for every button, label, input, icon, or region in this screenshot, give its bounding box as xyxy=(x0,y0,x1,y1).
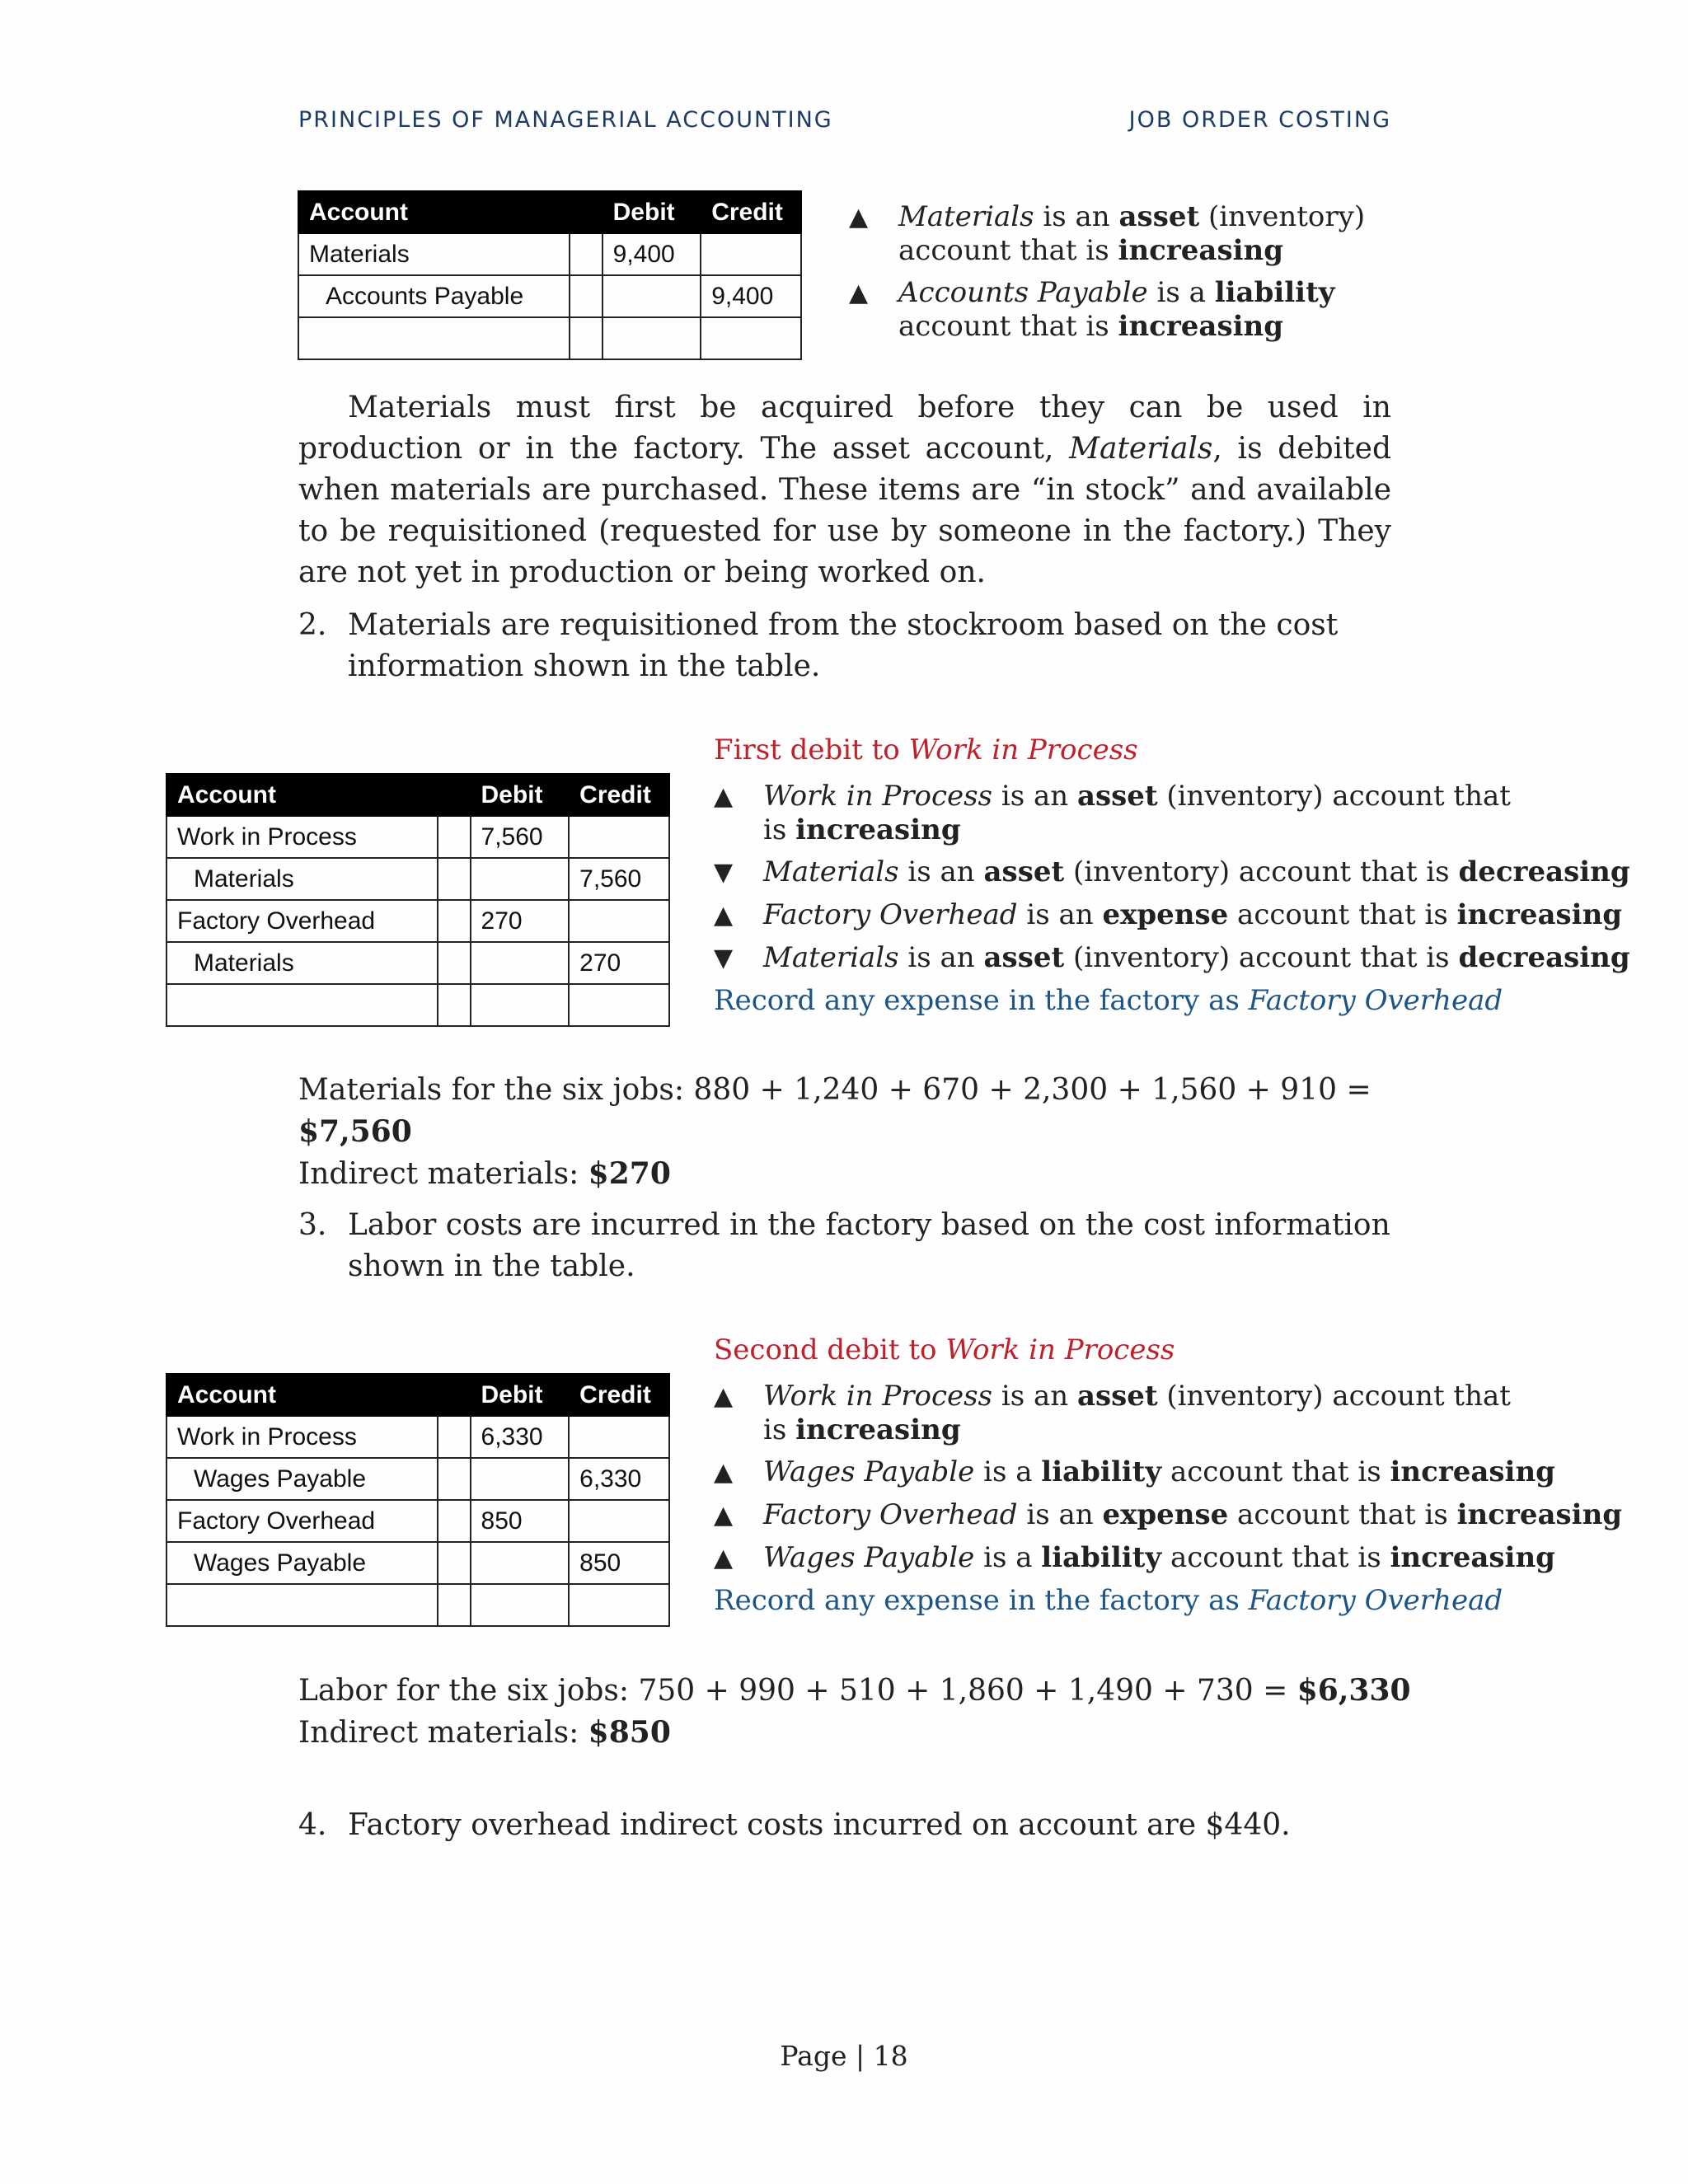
entry2-notes xyxy=(714,733,1630,1018)
table-row: Factory Overhead 850 xyxy=(166,1500,669,1542)
note-footer: Record any expense in the factory as Factory Overhead xyxy=(714,984,1503,1017)
up-arrow-icon: ▲ xyxy=(849,279,869,307)
note-line: ▲ Materials is an asset (inventory) account that is increasing xyxy=(849,200,1366,267)
running-header-left: PRINCIPLES OF MANAGERIAL ACCOUNTING xyxy=(298,107,833,133)
header-debit: Debit xyxy=(603,191,701,233)
table-header-row: Account Debit Credit xyxy=(166,774,669,816)
up-arrow-icon: ▲ xyxy=(714,1501,734,1530)
note-line: ▲ Factory Overhead is an expense account that is increasing xyxy=(714,898,1623,931)
up-arrow-icon: ▲ xyxy=(714,1382,734,1411)
page-number: Page | 18 xyxy=(780,2040,908,2072)
table-row-empty xyxy=(298,317,801,359)
table-row: Factory Overhead 270 xyxy=(166,900,669,942)
header-account: Account xyxy=(298,191,570,233)
calculation-materials xyxy=(298,1070,1452,1195)
item-text: Materials are requisitioned from the stockroom based on the cost information shown in the table. xyxy=(348,608,1339,683)
note-line: ▲ Work in Process is an asset (inventory) account that is increasing xyxy=(714,780,1511,846)
calc-line: Indirect materials: $850 xyxy=(298,1715,671,1750)
note-line: ▼ Materials is an asset (inventory) account that is decreasing xyxy=(714,855,1630,888)
note-line: ▼ Materials is an asset (inventory) account that is decreasing xyxy=(714,941,1630,974)
item-number: 4. xyxy=(298,1808,327,1842)
table-header-row: Account Debit Credit xyxy=(166,1374,669,1416)
calc-line: Indirect materials: $270 xyxy=(298,1156,671,1191)
table-row: Materials 270 xyxy=(166,942,669,984)
journal-entry-table-3 xyxy=(166,1373,670,1627)
header-credit: Credit xyxy=(701,191,801,233)
table-header-row xyxy=(298,191,801,233)
up-arrow-icon: ▲ xyxy=(714,1458,734,1487)
up-arrow-icon: ▲ xyxy=(714,1544,734,1572)
item-text: Factory overhead indirect costs incurred on account are $440. xyxy=(348,1808,1291,1842)
entry1-notes xyxy=(849,200,1393,344)
note-footer: Record any expense in the factory as Factory Overhead xyxy=(714,1584,1503,1617)
note-line: ▲ Factory Overhead is an expense account that is increasing xyxy=(714,1498,1623,1531)
table-row-empty xyxy=(166,1584,669,1626)
credit-cell: 9,400 xyxy=(701,275,801,317)
calc-line: Labor for the six jobs: 750 + 990 + 510 + 1,860 + 1,490 + 730 = $6,330 xyxy=(298,1673,1411,1708)
item-text: Labor costs are incurred in the factory based on the cost information shown in the table. xyxy=(348,1208,1390,1283)
item-number: 2. xyxy=(298,608,327,642)
up-arrow-icon: ▲ xyxy=(714,901,734,930)
numbered-item-4 xyxy=(298,1805,1391,1846)
account-cell: Materials xyxy=(298,233,570,275)
entry3-notes xyxy=(714,1333,1623,1618)
journal-entry-table-2 xyxy=(166,773,670,1027)
running-header-right: JOB ORDER COSTING xyxy=(1128,107,1391,133)
note-line: ▲ Work in Process is an asset (inventory) account that is increasing xyxy=(714,1380,1511,1446)
table-row: Materials 7,560 xyxy=(166,858,669,900)
debit-cell: 9,400 xyxy=(603,233,701,275)
down-arrow-icon: ▼ xyxy=(714,944,734,972)
numbered-item-3 xyxy=(298,1205,1391,1287)
calc-line: Materials for the six jobs: 880 + 1,240 + 670 + 2,300 + 1,560 + 910 = $7,560 xyxy=(298,1073,1372,1149)
paragraph-materials: Materials must first be acquired before they can be used in production or in the factory. The asset account, Materials, is debited when materials are purchased. These items are “in stock” and available to be requisitioned (requested for use by someone in the factory.) They are not yet in production or being worked on. xyxy=(298,391,1391,589)
note-title: First debit to Work in Process xyxy=(714,733,1138,766)
table-row xyxy=(298,275,801,317)
note-line: ▲ Accounts Payable is a liability account that is increasing xyxy=(849,276,1335,343)
note-title: Second debit to Work in Process xyxy=(714,1333,1175,1366)
numbered-item-2 xyxy=(298,605,1391,687)
table-row-empty xyxy=(166,984,669,1026)
item-number: 3. xyxy=(298,1208,327,1242)
up-arrow-icon: ▲ xyxy=(849,203,869,232)
down-arrow-icon: ▼ xyxy=(714,858,734,887)
note-line: ▲ Wages Payable is a liability account that is increasing xyxy=(714,1455,1555,1488)
table-row xyxy=(298,233,801,275)
header-blank xyxy=(570,191,603,233)
table-row: Work in Process 6,330 xyxy=(166,1416,669,1458)
table-row: Work in Process 7,560 xyxy=(166,816,669,858)
table-row: Wages Payable 850 xyxy=(166,1542,669,1584)
journal-entry-table-1 xyxy=(298,190,802,360)
up-arrow-icon: ▲ xyxy=(714,782,734,811)
credit-cell xyxy=(701,233,801,275)
note-line: ▲ Wages Payable is a liability account that is increasing xyxy=(714,1541,1555,1574)
calculation-labor xyxy=(298,1670,1452,1754)
debit-cell xyxy=(603,275,701,317)
table-row: Wages Payable 6,330 xyxy=(166,1458,669,1500)
account-cell: Accounts Payable xyxy=(298,275,570,317)
